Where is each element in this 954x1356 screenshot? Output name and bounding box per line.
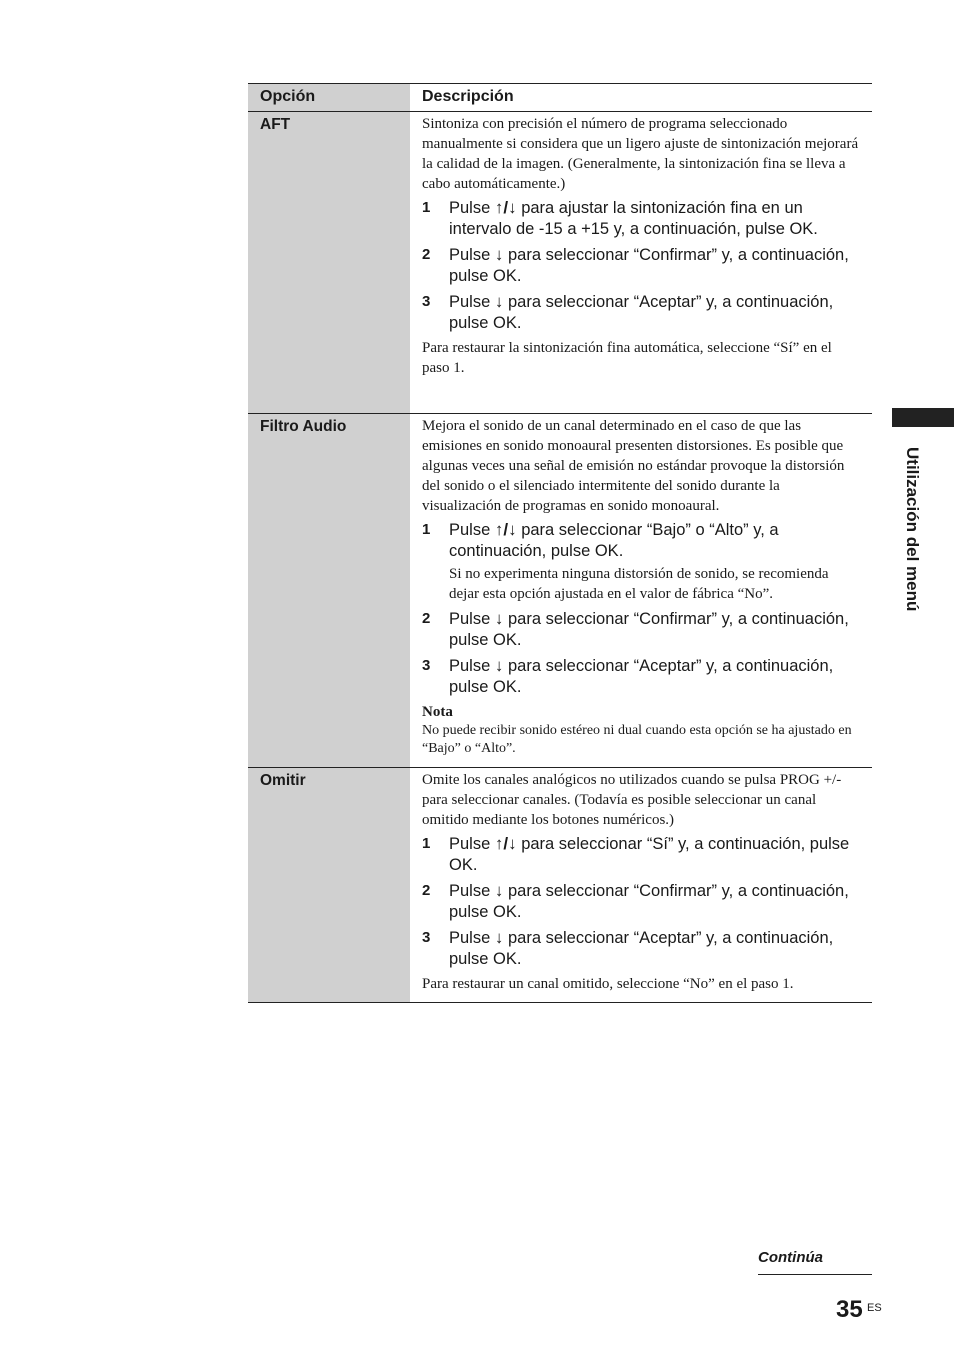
step-pre: Pulse [449,835,491,853]
step-number: 1 [422,835,431,852]
filtro-steps [422,519,860,698]
table-row [248,768,872,1003]
step-pre: Pulse [449,521,491,539]
step-item [422,291,860,334]
step-pre: Pulse [449,882,491,900]
step-item [422,197,860,240]
aft-steps [422,197,860,334]
page-language: ES [867,1302,882,1314]
table-row [248,112,872,414]
down-arrow-icon: ↓ [494,928,504,947]
option-aft: AFT [248,112,410,414]
step-text: para seleccionar “Aceptar” y, a continuación, pulse OK. [449,657,834,696]
step-number: 2 [422,610,431,627]
step-text: para seleccionar “Bajo” o “Alto” y, a continuación, pulse OK. [449,521,779,560]
aft-footer: Para restaurar la sintonización fina automática, seleccione “Sí” en el paso 1. [422,340,832,376]
step-text: para seleccionar “Aceptar” y, a continuación, pulse OK. [449,929,834,968]
step-item [422,244,860,287]
step-item [422,927,860,970]
step-pre: Pulse [449,199,491,217]
omitir-steps [422,833,860,970]
step-item [422,608,860,651]
nota-text: No puede recibir sonido estéreo ni dual cuando esta opción se ha ajustado en “Bajo” o “Alto”. [422,723,852,756]
step-text: para seleccionar “Confirmar” y, a continuación, pulse OK. [449,610,849,649]
step-number: 3 [422,657,431,674]
header-description: Descripción [410,84,872,112]
step-number: 1 [422,199,431,216]
step-number: 2 [422,246,431,263]
omitir-footer: Para restaurar un canal omitido, seleccione “No” en el paso 1. [422,976,794,992]
section-tab-marker [892,408,954,427]
step-item [422,655,860,698]
aft-intro: Sintoniza con precisión el número de programa seleccionado manualmente si considera que un ligero ajuste de sintonización mejorará la calidad de la imagen. (Generalmente, la sintonización fina se lleva a cabo automáticamente.) [422,116,859,192]
header-option: Opción [248,84,410,112]
step-pre: Pulse [449,610,491,628]
description-omitir [410,768,872,1003]
step-number: 3 [422,293,431,310]
up-down-arrow-icon: ↑/↓ [494,520,517,539]
up-down-arrow-icon: ↑/↓ [494,834,517,853]
step-text: para seleccionar “Confirmar” y, a continuación, pulse OK. [449,882,849,921]
filtro-intro: Mejora el sonido de un canal determinado en el caso de que las emisiones en sonido monoaural presenten distorsiones. Es posible que algunas veces una señal de emisión no estándar provoque la distorsión del sonido o el silenciado intermitente del sonido durante la visualización de programas en sonido monoaural. [422,418,845,514]
step-item [422,880,860,923]
option-omitir: Omitir [248,768,410,1003]
step-text: para seleccionar “Confirmar” y, a continuación, pulse OK. [449,246,849,285]
option-filtro-audio: Filtro Audio [248,414,410,768]
description-filtro-audio [410,414,872,768]
step-text: para ajustar la sintonización fina en un intervalo de -15 a +15 y, a continuación, pulse OK. [449,199,818,238]
step-pre: Pulse [449,657,491,675]
section-side-label: Utilización del menú [903,447,922,612]
step-number: 1 [422,521,431,538]
step-text: para seleccionar “Aceptar” y, a continuación, pulse OK. [449,293,834,332]
table-header-row [248,84,872,112]
down-arrow-icon: ↓ [494,245,504,264]
step-number: 2 [422,882,431,899]
omitir-intro: Omite los canales analógicos no utilizados cuando se pulsa PROG +/- para seleccionar canales. (Todavía es posible seleccionar un canal omitido mediante los botones numéricos.) [422,772,842,828]
step-item [422,519,860,604]
continua-label: Continúa [758,1249,872,1275]
step-pre: Pulse [449,246,491,264]
table-row [248,414,872,768]
options-table [248,83,872,1003]
up-down-arrow-icon: ↑/↓ [494,198,517,217]
down-arrow-icon: ↓ [494,881,504,900]
step-item [422,833,860,876]
page-number: 35 [836,1296,863,1323]
down-arrow-icon: ↓ [494,656,504,675]
step-number: 3 [422,929,431,946]
step-note: Si no experimenta ninguna distorsión de sonido, se recomienda dejar esta opción ajustada en el valor de fábrica “No”. [449,566,829,602]
step-text: para seleccionar “Sí” y, a continuación, pulse OK. [449,835,850,874]
nota-heading: Nota [422,704,453,720]
step-pre: Pulse [449,293,491,311]
description-aft [410,112,872,414]
down-arrow-icon: ↓ [494,609,504,628]
down-arrow-icon: ↓ [494,292,504,311]
step-pre: Pulse [449,929,491,947]
